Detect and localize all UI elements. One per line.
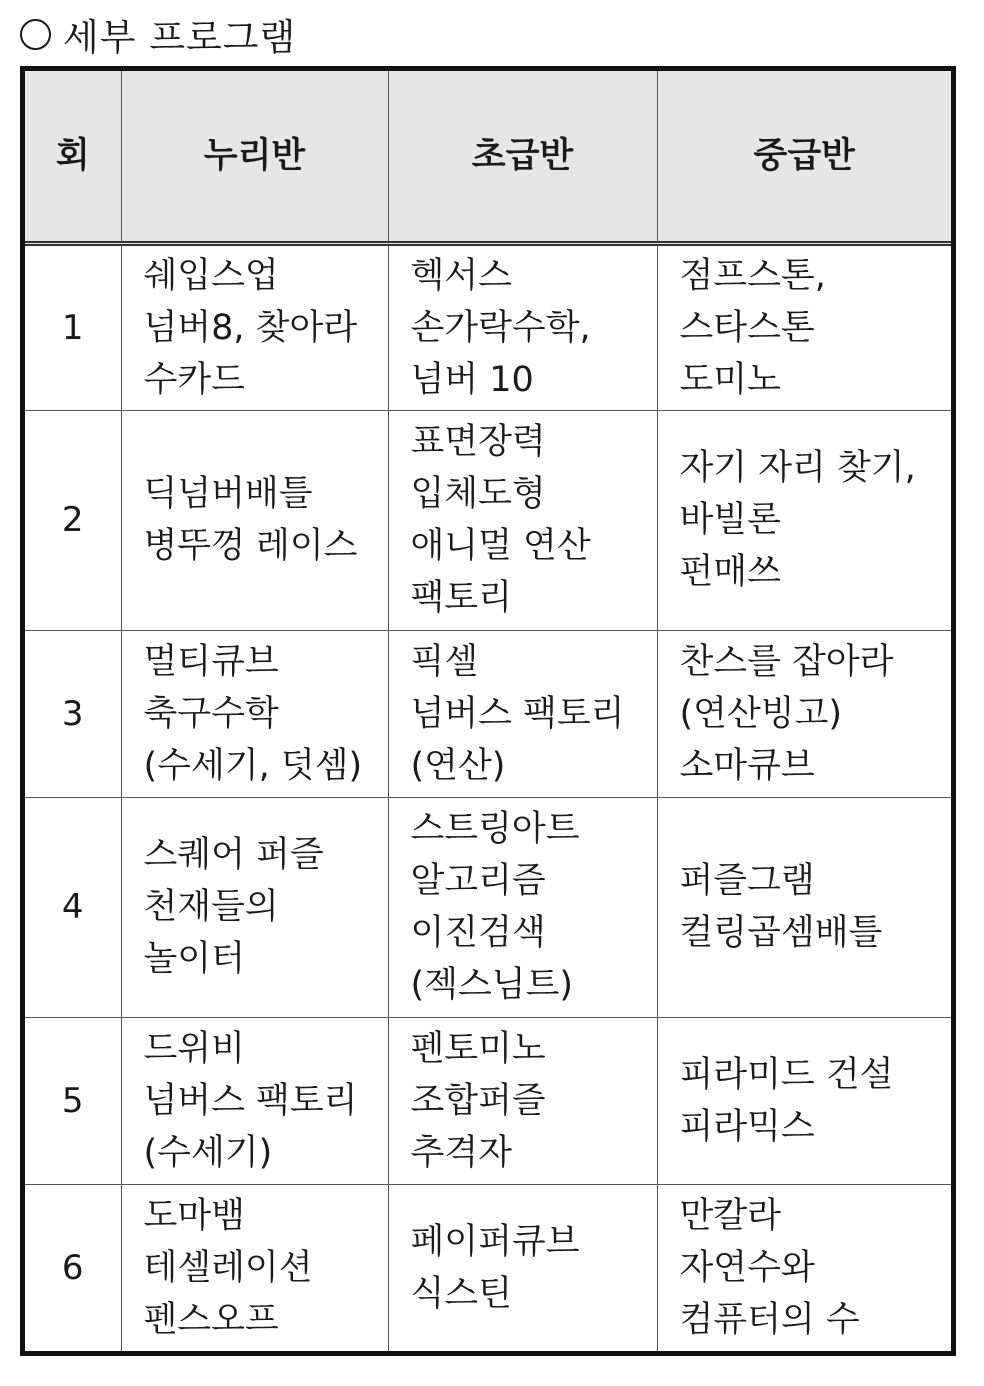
program-item: 넘버8, 찾아라 — [143, 307, 358, 348]
program-item: 놀이터 — [143, 939, 245, 980]
program-item: 스퀘어 퍼즐 — [143, 835, 324, 876]
program-item: 넘버스 팩토리 — [410, 693, 625, 734]
program-item: 애니멀 연산 — [410, 526, 591, 567]
program-item: 알고리즘 — [410, 861, 546, 902]
program-item: 자기 자리 찾기, — [679, 448, 916, 489]
cell-junggeup — [657, 1184, 951, 1351]
program-item: 딕넘버배틀 — [143, 474, 313, 515]
header-round: 회 — [25, 71, 121, 244]
program-item: 추격자 — [410, 1132, 512, 1173]
program-item: 식스틴 — [410, 1273, 512, 1314]
program-item: 멀티큐브 — [143, 641, 279, 682]
program-item: 이진검색 — [410, 913, 546, 954]
program-item: 축구수학 — [143, 693, 279, 734]
program-item: 헥서스 — [410, 255, 512, 296]
program-item: 넘버 10 — [410, 359, 534, 400]
program-item: 넘버스 팩토리 — [143, 1080, 358, 1121]
program-item: (수세기) — [143, 1132, 273, 1173]
cell-junggeup — [657, 630, 951, 797]
round-number: 3 — [25, 630, 121, 797]
cell-chogeup — [388, 630, 657, 797]
round-number: 2 — [25, 410, 121, 630]
program-item: 입체도형 — [410, 474, 546, 515]
cell-junggeup — [657, 1017, 951, 1184]
cell-chogeup — [388, 797, 657, 1017]
program-item: 피라미드 건설 — [679, 1054, 894, 1095]
program-item: 소마큐브 — [679, 745, 815, 786]
program-item: 컴퓨터의 수 — [679, 1299, 860, 1340]
cell-chogeup — [388, 244, 657, 411]
program-table — [25, 71, 951, 1351]
circle-bullet-icon — [20, 19, 51, 50]
program-item: (연산) — [410, 745, 506, 786]
program-item: (연산빙고) — [679, 693, 843, 734]
program-item: 조합퍼즐 — [410, 1080, 546, 1121]
table-row — [25, 1184, 951, 1351]
cell-nuri — [121, 797, 388, 1017]
program-item: 컬링곱셈배틀 — [679, 913, 883, 954]
program-item: 천재들의 — [143, 887, 279, 928]
section-heading — [20, 6, 296, 62]
cell-chogeup — [388, 1184, 657, 1351]
program-item: 쉐입스업 — [143, 255, 279, 296]
program-item: 찬스를 잡아라 — [679, 641, 894, 682]
program-item: 드위비 — [143, 1028, 245, 1069]
program-item: 피라믹스 — [679, 1106, 815, 1147]
program-item: 도미노 — [679, 359, 781, 400]
program-item: (수세기, 덧셈) — [143, 745, 363, 786]
cell-nuri — [121, 630, 388, 797]
table-row — [25, 1017, 951, 1184]
table-row — [25, 630, 951, 797]
cell-chogeup — [388, 410, 657, 630]
table-row — [25, 244, 951, 411]
program-item: 병뚜껑 레이스 — [143, 526, 358, 567]
cell-chogeup — [388, 1017, 657, 1184]
table-header-row — [25, 71, 951, 244]
round-number: 1 — [25, 244, 121, 411]
cell-junggeup — [657, 797, 951, 1017]
table-row — [25, 797, 951, 1017]
header-junggeup: 중급반 — [657, 71, 951, 244]
program-item: 표면장력 — [410, 422, 546, 463]
cell-nuri — [121, 244, 388, 411]
program-item: 손가락수학, — [410, 307, 591, 348]
program-item: 펀매쓰 — [679, 552, 781, 593]
program-item: 수카드 — [143, 359, 245, 400]
cell-junggeup — [657, 410, 951, 630]
program-item: 도마뱀 — [143, 1195, 245, 1236]
cell-nuri — [121, 1017, 388, 1184]
program-item: 스트링아트 — [410, 809, 580, 850]
header-nuri: 누리반 — [121, 71, 388, 244]
program-item: 테셀레이션 — [143, 1247, 313, 1288]
section-heading-text: 세부 프로그램 — [63, 16, 297, 59]
program-item: (젝스님트) — [410, 965, 574, 1006]
round-number: 4 — [25, 797, 121, 1017]
cell-nuri — [121, 1184, 388, 1351]
program-item: 퍼즐그램 — [679, 861, 815, 902]
program-item: 픽셀 — [410, 641, 479, 682]
program-item: 팩토리 — [410, 578, 512, 619]
round-number: 5 — [25, 1017, 121, 1184]
program-item: 페이퍼큐브 — [410, 1221, 580, 1262]
cell-junggeup — [657, 244, 951, 411]
program-item: 바빌론 — [679, 500, 781, 541]
program-table-frame — [20, 66, 956, 1356]
header-chogeup: 초급반 — [388, 71, 657, 244]
program-item: 펜토미노 — [410, 1028, 546, 1069]
round-number: 6 — [25, 1184, 121, 1351]
program-item: 만칼라 — [679, 1195, 781, 1236]
program-item: 펜스오프 — [143, 1299, 279, 1340]
program-item: 점프스톤, — [679, 255, 826, 296]
program-item: 자연수와 — [679, 1247, 815, 1288]
table-row — [25, 410, 951, 630]
cell-nuri — [121, 410, 388, 630]
program-item: 스타스톤 — [679, 307, 815, 348]
